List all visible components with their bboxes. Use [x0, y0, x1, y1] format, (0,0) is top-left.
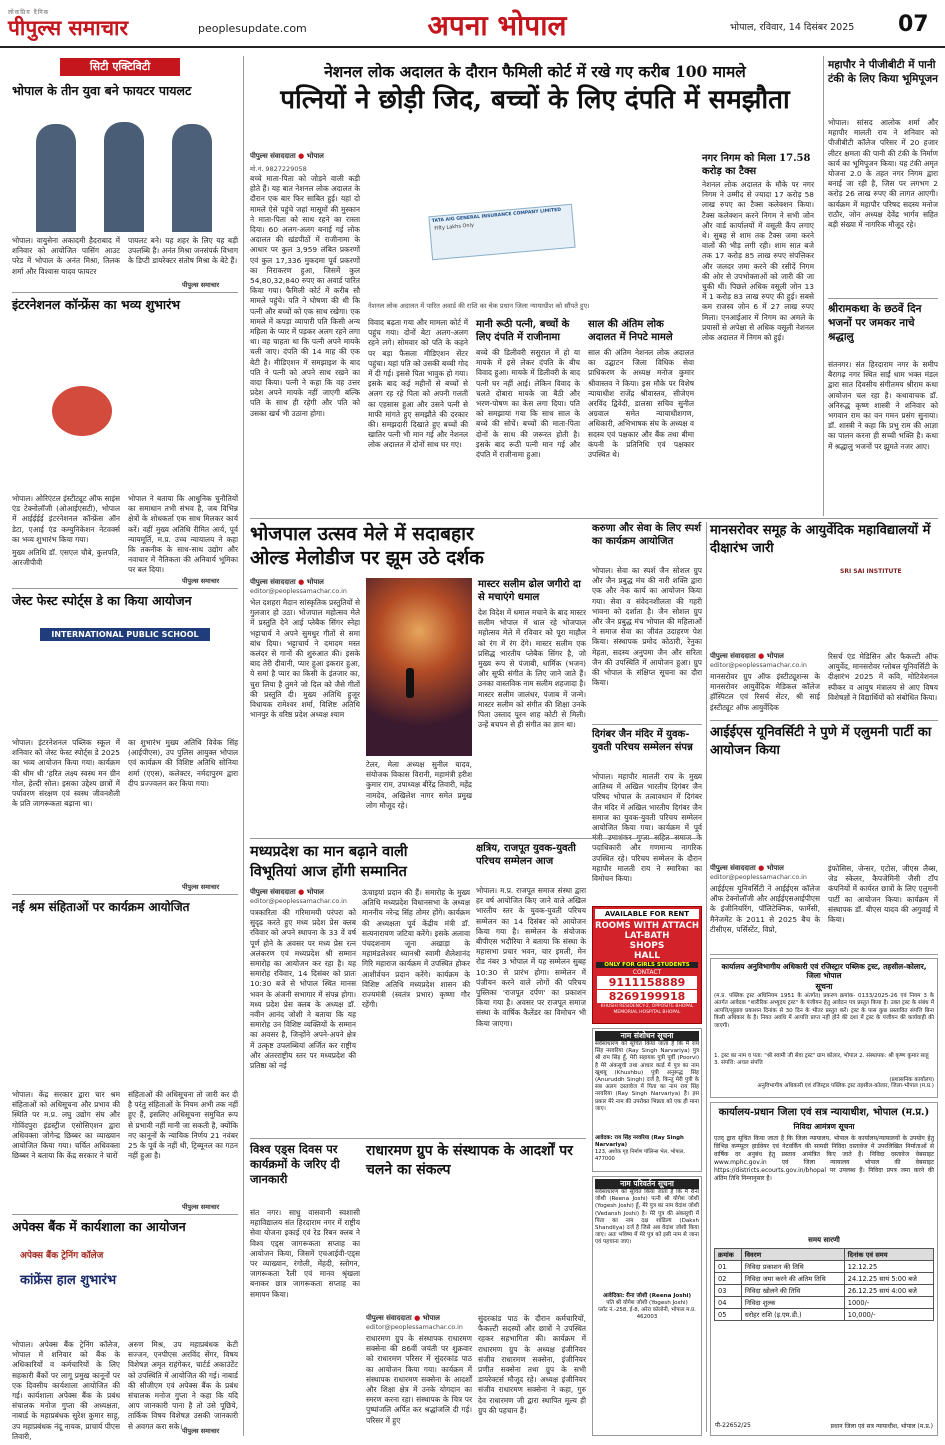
mansarovar-banner: SRI SAI INSTITUTE	[840, 568, 902, 575]
utsav-photo-caption: टेलर, मेला अध्यक्ष सुनील यादव, संयोजक विकास विरानी, महामंत्री हरीश कुमार राम, उपाध्यक्ष बीरेंद्र तिवारी, महेंद्र नामदेव, अखिलेश नागर समेत प्रमुख लोग मौजूद रहे।	[366, 760, 472, 810]
trust-notice	[710, 958, 938, 1098]
divider	[12, 292, 238, 293]
vibhuti-story	[250, 842, 470, 1134]
section-rule	[250, 518, 938, 519]
schedule-cell: 03	[715, 1285, 742, 1297]
rent-ad-phone-2[interactable]: 8269199918	[597, 990, 697, 1003]
name-notice-1-text: सर्वसाधारण को सूचित किया जाता है कि मैं राय सिंह नरवरिया (Ray Singh Narvariya) पुत्र श्री राम सिंह हूँ, मेरी सहायक पुत्री पूर्वी (Poorvi) है मेरे अंकसूची तथा आधार कार्ड में पुत्र का नाम खुशबू (Khushbu) पुत्री अनुरूद्ध सिंह (Anuruddh Singh) दर्ज है, किन्तु मेरी पुत्री के सब अलग दस्तावेज में पिता का नाम राय सिंह नरवरिया (Ray Singh Narvariya) है। इस प्रकार मेरे नाम की उपरोक्त भिन्नता को एक ही माना जाए।	[595, 1041, 699, 1112]
name-notice-1-addr: 123, अशोक गृह निर्माण पॉलिन्स भेल, भोपाल, 477000	[595, 1149, 685, 1162]
divider	[12, 588, 238, 589]
story-sports-title: जेस्ट फेस्ट स्पोर्ट्स डे का किया आयोजन	[12, 593, 192, 608]
city-activity-tag: सिटी एक्टिविटी	[60, 58, 180, 76]
rent-ad-phone-1[interactable]: 9111158889	[597, 976, 697, 989]
digambar-text: भोपाल। महापौर मालती राय के मुख्य आतिथ्य में अखिल भारतीय दिगंबर जैन परिषद भोपाल के तत्वावधान में दिगंबर जैन मंदिर में अखिल भारतीय दिगंबर जैन समाज का युवक-युवती परिचय सम्मेलन आयोजित किया गया। कार्यक्रम में पूर्व पदाधिकारी और गणमान्य नागरिक उपस्थित रहे। परिचय सम्मेलन के दौरान महापौर मालती राय ने स्मारिका का विमोचन किया।	[592, 772, 702, 884]
byline-dot-icon: ●	[298, 888, 305, 896]
rent-ad-address: KHUSHI RESIDENCY-2, OPPOSITE BHOPAL MEMORIAL HOSPITAL BHOPAL	[600, 1004, 694, 1015]
story-labour-credit: पीपुल्स समाचार	[182, 1203, 220, 1211]
name-notice-1	[592, 1028, 702, 1172]
story-conference-text-b: भोपाल ने बताया कि आधुनिक चुनौतियों का समाधान तभी संभव है, जब विभिन्न क्षेत्रों के शोधकर्ता एक साथ मिलकर कार्य करें। वहीं मुख्य अतिथि रीमित आर्य, पूर्व न्यायमूर्ति, म.प्र. उच्च न्यायालय ने कहा कि तकनीक के साथ-साथ उद्योग और नवाचार में नैतिकता की अनिवार्य भूमिका पर बल दिया।	[128, 494, 238, 575]
story-apex-credit: पीपुल्स समाचार	[182, 1427, 220, 1435]
column-rule	[243, 56, 244, 1436]
karuna-title: करुणा और सेवा के लिए स्पर्श का कार्यक्रम आयोजित	[592, 523, 702, 547]
rent-ad-l5: ONLY FOR GIRLS STUDENTS	[596, 962, 698, 968]
ies-byline-place: भोपाल	[766, 864, 784, 872]
schedule-col-detail: विवरण	[741, 1249, 844, 1261]
schedule-cell: 1000/-	[844, 1297, 933, 1309]
divider	[592, 724, 702, 725]
vibhuti-byline	[250, 888, 362, 897]
brand-logo	[8, 8, 188, 42]
lead-byline	[250, 152, 360, 161]
utsav-text: भेल दशहरा मैदान सांस्कृतिक प्रस्तुतियों से गुलजार हो उठा। भोजपाल महोत्सव मेले में प्रस्तुति देने आई प्लेबैक सिंगर स्नेहा भट्टाचार्य ने अपने सुमधुर गीतों से समा बांध दिया। भट्टाचार्य ने दमादम मस्त कलंदर से गानों की शुरुआत की। इसके बाद तेरी दीवानी, प्यार हुआ इकरार हुआ, ये समां है प्यार का किसी के इंतजार का, चुरा लिया है तुमने जो दिल को जैसे गीतों की प्रस्तुति दी। मुख्य अतिथि हुजूर विधायक रामेश्वर शर्मा, विशिष्ट अतिथि भानपुर के वरिष्ठ प्रदेश अध्यक्ष श्याम	[250, 598, 361, 720]
court-tender-text: एतद् द्वारा सूचित किया जाता है कि जिला न्यायालय, भोपाल के कार्यालय/न्यायालयों के उपयोग हेतु विभिन्न कम्प्यूटर हार्डवेयर एवं नेटवर्किंग की सामग्री निविदा दस्तावेज में उपरलिखित निर्माताओं से वार्षिक दर अनुबंध हेतु प्रस्ताव आमंत्रित किए जाते हैं। निविदा दस्तावेज वेबसाइट www.mphc.gov.in एवं जिला न्यायालय भोपाल की वेबसाइट https://districts.ecourts.gov.in/bhopal पर उपलब्ध हैं। निविदा प्रपत्र जमा करने की अंतिम तिथि निम्नानुसार है।	[714, 1135, 934, 1182]
cheque-company: TATA AIG GENERAL INSURANCE COMPANY LIMITED	[431, 207, 562, 225]
utsav-headline-2: ओल्ड मेलोडीज पर झूम उठे दर्शक	[250, 547, 484, 569]
table-row	[715, 1285, 934, 1297]
rent-ad-l4: HALL	[634, 951, 660, 961]
vibhuti-byline-place: भोपाल	[306, 888, 324, 896]
lead-mobile: मो.नं. 9827229058	[250, 165, 307, 173]
vibhuti-col1: पत्रकारिता की गरिमामयी परंपरा को सुदृढ़ करते हुए मध्य प्रदेश प्रेस क्लब रविवार को अपने स्थापना के 33 वें वर्ष पूर्ण होने के अवसर पर मध्य प्रेस रत्न अलंकरण एवं मध्यप्रदेश श्री सम्मान समारोह का आयोजन कर रहा है। यह समारोह रविवार, 14 दिसंबर को प्रातः 10:30 बजे से भोपाल स्थित मानस भवन के अंजनी सभागार में संपन्न होगा। मध्य प्रदेश प्रेस क्लब के अध्यक्ष डॉ. नवीन आनंद जोशी ने बताया कि यह समारोह उन विशिष्ट व्यक्तियों के सम्मान का अवसर है, जिन्होंने अपने-अपने क्षेत्र में उत्कृष्ट उपलब्धियां अर्जित कर राष्ट्रीय और अंतरराष्ट्रीय स्तर पर मध्यप्रदेश की प्रतिष्ठा को नई	[250, 908, 356, 1071]
story-apex-title: अपेक्स बैंक में कार्यशाला का आयोजन	[12, 1219, 186, 1234]
schedule-col-date: दिनांक एवं समय	[844, 1249, 933, 1261]
lead-col1: बच्चे माता-पिता को जोड़ने वाली कड़ी होते हैं। यह बात नेशनल लोक अदालत के दौरान एक बार फिर साबित हुई। यहां दो मामले ऐसे पहुंचे जहां मासूमों की मुस्कान ने माता-पिता को साथ रहने का रास्ता दिया। 60 अलग-अलग बनाई गई लोक अदालत की खंडपीठों में राजीनामा के आधार पर कुल 3,959 लंबित प्रकरणों एवं कुल 17,336 मुकदमा पूर्व प्रकरणों का निराकरण हुआ, जिसमें कुल 54,80,32,840 रुपए का अवार्ड पारित किया गया। फैमिली कोर्ट में करीब सौ मामले पहुंचे। पति ने घोषणा की थी कि पत्नी और बच्चों को एक साथ रखेगा। एक मामले में कपड़ा व्यापारी पति किसी अन्य महिला के प्यार में पड़कर अलग रहने लगा था। वह चाहता था कि पत्नी अपने मायके चली जाए। दंपति की 14 माह की एक बेटी है। मीडिएशन में समझाइश के बाद पति ने पत्नी को अपने साथ रखने का वादा किया। पत्नी ने कहा कि वह उत्तर प्रदेश अपने मायके नहीं जाएगी बल्कि पति के साथ ही रहेगी और पति को उसका खर्च भी उठाना होगा।	[250, 174, 360, 418]
story-pilots-text-b: पायलट बने। यह शहर के लिए यह बड़ी उपलब्धि है। अनंत मिश्रा जनसंपर्क विभाग के डिप्टी डायरेक्टर संतोष मिश्रा के बेटे हैं।	[128, 236, 238, 266]
schedule-cell: निविदा जमा करने की अंतिम तिथि	[741, 1273, 844, 1285]
schedule-cell: 10,000/-	[844, 1309, 933, 1321]
story-pilots-text-a: भोपाल। वायुसेना अकादमी हैदराबाद में शनिवार को आयोजित पासिंग आउट परेड में भोपाल के अनंत मिश्रा, तिलक शर्मा और विश्वास यादव फायटर	[12, 236, 120, 276]
court-tender-title: कार्यालय-प्रधान जिला एवं सत्र न्यायाधीश, भोपाल (म.प्र.)	[718, 1107, 930, 1118]
ies-photo	[710, 764, 938, 860]
ramkatha-text: संतनगर। संत हिरदाराम नगर के समीप बैरागढ़ नगर स्थित साईं धाम भक्त मंडल द्वारा सात दिवसीय संगीतमय श्रीराम कथा आयोजन चल रहा है। कथावाचक डॉ. अनिरुद्ध कृष्ण शास्त्री ने शनिवार को भगवान राम का वन गमन प्रसंग सुनाया। डॉ. शास्त्री ने कहा कि प्रभु राम की आज्ञा का पालन करना ही सच्ची भक्ति है। कथा में श्रद्धालु भजनों पर झूमते नजर आए।	[828, 360, 938, 451]
karuna-story	[592, 522, 702, 722]
vibhuti-col2: ऊंचाइयां प्रदान की हैं। समारोह के मुख्य अतिथि मध्यप्रदेश विधानसभा के अध्यक्ष माननीय नरेन्द्र सिंह तोमर होंगे। कार्यक्रम की अध्यक्षता पूर्व केंद्रीय मंत्री डॉ. सत्यनारायण जटिया करेंगे। इसके अलावा पंचदशनाम जूना अखाड़ा के महामंडलेश्वर ध्यानश्री स्वामी शैलेशानंद गिरि महाराज कार्यक्रम में उपस्थित होकर आशीर्वचन प्रदान करेंगे। कार्यक्रम के विशिष्ट अतिथि मध्यप्रदेश शासन की राज्यमंत्री (स्वतंत्र प्रभार) कृष्णा गौर रहेंगी।	[362, 888, 470, 1010]
column-rule	[706, 522, 707, 1432]
section-rule	[250, 1138, 586, 1139]
radharaman-text-a: राधारमण ग्रुप के संस्थापक राधारमण सक्सेना की 86वीं जयंती पर शुक्रवार को राधारमण परिसर में सुंदरकांड पाठ का आयोजन किया गया। कार्यक्रम में संस्थापक राधारमण सक्सेना के आदर्शों और शिक्षा क्षेत्र में उनके योगदान का स्मरण करना रहा। संस्थापक के चित्र पर पुष्पांजलि अर्पित कर श्रद्धांजलि दी गई। परिसर में हुए	[366, 1334, 472, 1425]
divider	[710, 720, 938, 721]
name-notice-1-title: नाम संशोधन सूचना	[595, 1031, 699, 1041]
name-notice-1-sign: आवेदक: राय सिंह नरवरिया (Ray Singh Narvariya)	[595, 1135, 684, 1148]
ies-byline-name: पीपुल्स संवाददाता	[710, 864, 756, 872]
name-notice-2-sign-2: पति श्री योगेश जोशी (Yogesh Joshi)	[606, 1300, 688, 1307]
utsav-byline-name: पीपुल्स संवाददाता	[250, 578, 296, 586]
radharaman-banner: सुंदरकांड पाठ	[426, 1203, 481, 1216]
cheque-shape	[428, 204, 575, 260]
trust-notice-text: (म.प्र. पब्लिक ट्रस्ट अधिनियम 1951 के अंतर्गत) प्रकरण क्रमांक- 0133/2025-26 एवं नियम 3 के अंतर्गत आवेदक "शारीरिक अभ्युदय ट्रस्ट" के पंजीयन हेतु आवेदन पत्र प्रस्तुत किया है। उक्त ट्रस्ट के संबंध में आपत्ति/सुझाव प्रकाशन दिनांक से 30 दिन के भीतर प्रस्तुत करें। ट्रस्ट के पास कुछ प्रस्तावित संपत्ति बिना किसी अधिकार के है। नियत अवधि में आपत्ति प्राप्त नहीं होने की दशा में ट्रस्ट के पंजीयन की कार्यवाही की जाएगी।	[714, 993, 934, 1029]
story-labour-text-b: संहिताओं की अधिसूचना तो जारी कर दी है परंतु संहिताओं के नियम अभी तक नहीं हुए हैं, इसलिए अधिसूचना समुचित रूप से प्रभावी नहीं मानी जा सकती है, क्योंकि नए कानूनों के न्यायिक निर्णय 21 नवंबर 25 के पूर्व के नहीं थी, ट्रिब्यूनल का गठन नहीं हुआ है।	[128, 1090, 238, 1161]
ies-text-b: इंफोसिस, जेन्सर, एटोस, जीएस लैब्स, जेड स्केलर, कैपजेमिनी जैसी टॉप कंपनियों में कार्यरत छात्रों के लिए एलुमनी पार्टी का आयोजन किया। कार्यक्रम में संस्थापक डॉ. बीएस यादव की अगुवाई में किया।	[828, 864, 938, 925]
name-notice-2-sign: आवेदिका: रीना जोशी (Reena Joshi)	[602, 1293, 692, 1299]
brand-name: पीपुल्स समाचार	[8, 15, 129, 40]
lead-byline-place: भोपाल	[306, 152, 324, 160]
radharaman-email[interactable]: editor@peoplessamachar.co.in	[366, 1324, 463, 1331]
name-notice-2-addr: प्लॉट नं.-258, ई-8, अरेरा कॉलोनी, भोपाल म.प्र. 462003	[598, 1307, 696, 1321]
trust-notice-items: 1. ट्रस्ट का नाम व पता: "श्री स्वामी जी सेवा ट्रस्ट" ग्राम कोलार, भोपाल 2. संस्थापक: श्री कृष्ण कुमार साहू 3. संपत्ति: अचल संपत्ति	[714, 1053, 929, 1067]
schedule-cell: 12.12.25	[844, 1261, 933, 1273]
byline-dot-icon: ●	[758, 652, 765, 660]
story-conference-credit: पीपुल्स समाचार	[182, 577, 220, 585]
schedule-cell: निविदा खोलने की तिथि	[741, 1285, 844, 1297]
schedule-cell: 26.12.25 सायं 4:00 बजे	[844, 1285, 933, 1297]
lead-sub2-text: साल की अंतिम नेशनल लोक अदालत का उद्घाटन जिला विधिक सेवा प्राधिकरण के अध्यक्ष मनोज कुमार श्रीवास्तव ने किया। इस मौके पर विशेष न्यायाधीश राजेंद्र श्रीवास्तव, सीजेएम अरविंद द्विवेदी, डालसा सचिव सुनील अग्रवाल समेत न्यायाधीशगण, अधिकारी, अभिभाषक संघ के अध्यक्ष व सदस्य एवं पक्षकार और बैंक तथा बीमा कंपनी के प्रतिनिधि एवं पक्षकार उपस्थित थे।	[588, 348, 694, 460]
brand-tag: लोकप्रिय दैनिक	[8, 9, 50, 16]
story-apex-text-a: भोपाल। अपेक्स बैंक ट्रेनिंग कॉलेज, भोपाल में शनिवार को बैंक के अधिकारियों व कर्मचारियों के लिए सहकारी बैंकों पर लागू प्रमुख कानूनों पर एक दिवसीय कार्यशाला आयोजित की गई। कार्यशाला अपेक्स बैंक के प्रबंध संचालक मनोज गुप्ता की अध्यक्षता, नाबार्ड के महाप्रबंधक सुरेश कुमार साहू, उप महाप्रबंधक नंदू नायक, प्राचार्य पीएस तिवारी,	[12, 1340, 120, 1441]
rent-ad-l1: AVAILABLE FOR RENT	[595, 909, 699, 919]
lead-kicker: नेशनल लोक अदालत के दौरान फैमिली कोर्ट में रखे गए करीब 100 मामले	[324, 62, 746, 81]
page-number: 07	[898, 12, 929, 37]
lead-sub2-title: साल की अंतिम लोक अदालत में निपटे मामले	[588, 319, 673, 343]
table-row	[715, 1273, 934, 1285]
rent-ad-contact: CONTACT	[632, 969, 662, 976]
name-notice-2	[592, 1176, 702, 1436]
radharaman-story	[366, 1142, 586, 1436]
divider	[710, 954, 938, 955]
story-conference-text-a: भोपाल। ओरिएंटल इंस्टीट्यूट ऑफ साइंस एंड टेक्नोलॉजी (ओआईएसटी), भोपाल में आईईईई इंटरनेशनल कॉन्फ्रेंस ऑन डेटा, एआई एंड कम्युनिकेशन नेटवर्क्स का भव्य शुभारंभ किया गया।	[12, 494, 120, 544]
pilot-figure-1	[36, 124, 76, 232]
cheque-amount: Fifty Lakhs Only	[434, 222, 475, 232]
vibhuti-headline-1: मध्यप्रदेश का मान बढ़ाने वाली	[250, 843, 408, 860]
story-apex-text-b: अरुण मिश्र, उप महाप्रबंधक केटी सज्जन, एनपीएस अरविंद सेंगर, विषय विशेषज्ञ अमृत राहंगेकर, चार्टर्ड अकाउंटेंट को उपस्थिति में आयोजित की गई। नाबार्ड की सीजीएम एवं अपेक्स बैंक के प्रबंध संचालक मनोज गुप्ता ने कहा कि यदि आप जानकारी पाना है तो उसे पूछिये, तार्किक विषय विशेषज्ञ उसकी जानकारी से अवगत करा सके।	[128, 1340, 238, 1431]
trust-notice-title: कार्यालय अनुविभागीय अधिकारी एवं रजिस्ट्रार पब्लिक ट्रस्ट, तहसील-कोलार, जिला भोपाल	[721, 962, 927, 980]
radharaman-byline-name: पीपुल्स संवाददाता	[366, 1314, 412, 1322]
story-pilots-title: भोपाल के तीन युवा बने फायटर पायलट	[12, 83, 192, 98]
schedule-table	[714, 1248, 934, 1321]
trust-notice-sign: (प्रशासनिक कार्यालय)	[889, 1077, 934, 1083]
ies-text-a: आईईएस यूनिवर्सिटी ने आईईएस कॉलेज ऑफ टेक्नोलॉजी और आईईएसआईपीएस के इंजीनियरिंग, पॉलिटेक्निक, फार्मेसी, मैनेजमेंट के 2011 से 2025 बैच के टीसीएस, पर्सिस्टेंट, विप्रो,	[710, 884, 820, 934]
apex-banner-2: कांफ्रेंस हाल शुभारंभ	[20, 1273, 117, 1288]
schedule-header-row	[715, 1249, 934, 1261]
schedule-cell: 02	[715, 1273, 742, 1285]
kshatriya-text: भोपाल। म.प्र. राजपूत समाज संस्था द्वारा हर वर्ष आयोजित किए जाने वाले अखिल भारतीय स्तर के युवक-युवती परिचय सम्मेलन का 14 दिसंबर को आयोजन किया गया है। सम्मेलन के संयोजक बीपीएस भदौरिया ने बताया कि संस्था के महासभा प्रचार भवन, चार इमली, मेन रोड नंबर 3 भोपाल में यह सम्मेलन सुबह 10:30 से प्रारंभ होगा। सम्मेलन में पंजीयन करने वाले लोगों की परिचय पुस्तिका 'राजपूत दर्पण' का प्रकाशन किया गया है। अवसर पर राजपूत समाज संस्था के वार्षिक कैलेंडर का विमोचन भी किया जाएगा।	[476, 886, 586, 1028]
radharaman-byline	[366, 1314, 478, 1323]
mansarovar-story	[710, 522, 938, 718]
rent-ad	[592, 906, 702, 1024]
digambar-story	[592, 728, 702, 902]
byline-dot-icon: ●	[758, 864, 765, 872]
story-sports-credit: पीपुल्स समाचार	[182, 883, 220, 891]
dateline: भोपाल, रविवार, 14 दिसंबर 2025	[730, 22, 855, 33]
section-title: अपना भोपाल	[427, 9, 567, 42]
ies-story	[710, 724, 938, 952]
schedule-col-number: क्रमांक	[715, 1249, 742, 1261]
kshatriya-title: क्षत्रिय, राजपूत युवक-युवती परिचय सम्मेलन आज	[476, 843, 576, 867]
pilot-figure-2	[104, 122, 144, 232]
saleem-text: देश विदेश में धमाल मचाने के बाद मास्टर सलीम भोपाल में धाल रहे भोजपाल महोत्सव मेले में रविवार को पूरा माहौल को रंग में रंग देंगे। मास्टर सलीम एक प्रसिद्ध भारतीय प्लेबैक सिंगर है, जो मुख्य रूप से पंजाबी, धार्मिक (भजन) और सूफी संगीत के लिए जाने जाते हैं। उनका वास्तविक नाम सलीम शहजादा है। मास्टर सलीम जालंधर, पंजाब में जन्मे। मास्टर सलीम को संगीत की शिक्षा उनके पिता उस्ताद पूरन शाह कोटी से मिली। उन्हें बचपन से ही संगीत का ज्ञान था।	[478, 608, 586, 730]
schedule-cell: 01	[715, 1261, 742, 1273]
mayor-text: भोपाल। सांसद आलोक शर्मा और महापौर मालती राय ने शनिवार को पीजीबीटी कॉलेज परिसर में 20 हजार लीटर क्षमता की पानी की टंकी के निर्माण कार्य का भूमिपूजन किया। यह टंकी अमृत योजना 2.0 के तहत नगर निगम द्वारा बनाई जा रही है, जिस पर लगभग 2 करोड़ 26 लाख रुपए की लागत आएगी। कार्यक्रम में महापौर परिषद सदस्य मनोज राठौर, जोन अध्यक्ष देवेंद्र भार्गव सहित बड़ी संख्या में नागरिक मौजूद रहे।	[828, 118, 938, 230]
ies-title: आईईएस यूनिवर्सिटी ने पुणे में एलुमनी पार्टी का आयोजन किया	[710, 725, 932, 758]
column-rule	[823, 56, 824, 516]
schedule-cell: 24.12.25 सायं 5:00 बजे	[844, 1273, 933, 1285]
bouquet-shape	[52, 386, 112, 436]
schedule-cell: 05	[715, 1309, 742, 1321]
utsav-story	[250, 522, 586, 834]
lead-sub1-text: बच्चे की डिलीवरी ससुराल में हो या मायके में इसे लेकर दंपति के बीच विवाद हुआ। मायके में डिलीवरी के बाद पत्नी घर नहीं आई। लेकिन विवाद के चलते दोबारा मायके जा बैठी और भरण-पोषण का केस लगा दिया। पति को समझाया गया कि साथ साल के बच्चे की सोचें। बच्चों की माता-पिता दोनों के साथ की जरूरत होती है। इसके बाद रूठी पत्नी मान गई और दंपति में राजीनामा हुआ।	[476, 348, 580, 460]
website[interactable]: peoplesupdate.com	[198, 22, 307, 35]
divider	[12, 894, 238, 895]
story-conference-text-a2: मुख्य अतिथि डॉ. एसएल चौबे, कुलपति, आरजीपीवी	[12, 548, 120, 568]
lead-photo-caption: नेशनल लोक अदालत में पारित अवार्ड की राशि का चेक प्रधान जिला न्यायाधीश को सौंपते हुए।	[368, 302, 590, 310]
lead-photo	[368, 152, 650, 300]
mayor-title: महापौर ने पीजीबीटी में पानी टंकी के लिए किया भूमिपूजन	[828, 59, 938, 85]
byline-dot-icon: ●	[414, 1314, 421, 1322]
mansarovar-photo	[710, 562, 938, 648]
court-tender-foot: पी-22652/25	[715, 1422, 751, 1429]
story-labour-text-a: भोपाल। केंद्र सरकार द्वारा चार श्रम संहिताओं को अधिसूचना और प्रभाव की स्थिति पर म.प्र. लघु उद्योग संघ और गोविंदपुरा इंडस्ट्रीज एसोसिएशन द्वारा अधिवक्ता जोगेन्द्र छिब्बर का व्याख्यान आयोजित किया गया। चर्चित अधिवक्ता छिब्बर ने बताया कि केंद्र सरकार ने चारों	[12, 1090, 120, 1161]
mansarovar-text-b: रिसर्च एंड मेडिसिन और फैकल्टी ऑफ आयुर्वेद, मानसरोवर ग्लोबल यूनिवर्सिटी के दीक्षारंभ 2025 में कवि, मोटिवेशनल स्पीकर व आयुष मंत्रालय से आए विषय विशेषज्ञों ने विद्यार्थियों को संबोधित किया।	[828, 652, 938, 702]
tax-text: नेशनल लोक अदालत के मौके पर नगर निगम ने उम्मीद से ज्यादा 17 करोड़ 58 लाख रुपए का टैक्स कलेक्शन किया। टैक्स कलेक्शन करने निगम ने सभी जोन और वार्ड कार्यालयों में वसूली कैंप लगाए थे। सुबह से शाम तक टैक्स जमा करने वालों की भीड़ लगी रही। शाम सात बजे तक 17 करोड़ 85 लाख रुपए संपत्तिकर और जलदर जमा करने की रसीदें निगम की ओर से उपभोक्ताओं को जारी की जा चुकी थीं। पिछले अधिक वसूली जोन 13 में 1 करोड़ 83 लाख रुपए की हुई। सबसे कम राजस्व जोन 6 में 27 लाख रुपए मिला। एनआईआर में निगम का अमले के प्रयासों से अपेक्षा से अधिक वसूली नेशनल लोक अदालत में निगम को हुई।	[702, 180, 814, 343]
radharaman-byline-place: भोपाल	[422, 1314, 440, 1322]
utsav-headline-1: भोजपाल उत्सव मेले में सदाबहार	[250, 523, 474, 545]
schedule-title: समय सारणी	[808, 1236, 840, 1244]
schedule-cell: 04	[715, 1297, 742, 1309]
court-tender-sub: निविदा आमंत्रण सूचना	[793, 1122, 855, 1131]
karuna-text: भोपाल। सेवा का स्पर्श जैन सोशल ग्रुप और जैन प्रबुद्ध मंच की नारी शक्ति द्वारा एक और नेक कार्य का आयोजन किया गया। सेवा व संवेदनशीलता की गहरी भावना को दर्शाता है। जैन सोशल ग्रुप और जैन प्रबुद्ध मंच भोपाल की महिलाओं ने समाज सेवा का जीवंत उदाहरण पेश किया। संस्थापक प्रमोद कोठारी, रेनुका मेहता, सदस्य अनुपमा जैन और सरिता जैन की उपस्थिति में आयोजन हुआ। ग्रुप की भोपाल के संक्षिप्त सूचना का दौरा किया।	[592, 566, 702, 688]
digambar-title: दिगंबर जैन मंदिर में युवक-युवती परिचय सम्मेलन संपन्न	[592, 729, 693, 753]
mansarovar-byline	[710, 652, 822, 661]
mansarovar-text-a: मानसरोवर ग्रुप ऑफ इंस्टीट्यूशन्स के मानसरोवर आयुर्वेदिक मेडिकल कॉलेज हॉस्पिटल एवं रिसर्च सेंटर, श्री साई इंस्टीट्यूट ऑफ आयुर्वेदिक	[710, 672, 820, 712]
ramkatha-title: श्रीरामकथा के छठवें दिन भजनों पर जमकर नाचे श्रद्धालु	[828, 303, 922, 343]
byline-dot-icon: ●	[298, 578, 305, 586]
name-notice-2-text: सर्वसाधारण को सूचित किया जाता है कि मैं रीना जोशी (Reena Joshi) पत्नी श्री योगेश जोशी (Yogesh Joshi) हूँ, मेरे पुत्र का नाम वेदांश जोशी (Vedansh Joshi) है। मेरे पुत्र की अंकसूची में पिता का नाम दक्ष शांडिल्य (Daksh Shandilya) दर्ज है जिसे अब वेदांश जोशी किया जाए। अतः भविष्य में मेरे पुत्र को इसी नाम से जाना एवं पहचाना जाए।	[595, 1189, 699, 1246]
conference-photo	[12, 316, 238, 490]
byline-dot-icon: ●	[298, 152, 305, 160]
court-tender-sign: प्रधान जिला एवं सत्र न्यायाधीश, भोपाल (म.प्र.)	[830, 1423, 933, 1430]
trust-notice-sign-2: अनुविभागीय अधिकारी एवं रजिस्ट्रार पब्लिक ट्रस्ट तहसील-कोलार, जिला-भोपाल (म.प्र.)	[757, 1083, 934, 1089]
tax-title: नगर निगम को मिला 17.58 करोड़ का टैक्स	[702, 153, 811, 177]
left-column	[12, 56, 238, 1441]
sports-photo	[12, 614, 238, 734]
mansarovar-byline-name: पीपुल्स संवाददाता	[710, 652, 756, 660]
apex-banner: अपेक्स बैंक ट्रेनिंग कॉलेज	[20, 1251, 104, 1261]
story-sports-text-b: का शुभारंभ मुख्य अतिथि विवेक सिंह (आईपीएस), उप पुलिस आयुक्त भोपाल एवं कार्यक्रम की विशिष्ट अतिथि सोनिया शर्मा (एएस), कलेक्टर, नर्मदापुरम द्वारा दीप प्रज्ज्वलन कर किया गया।	[128, 738, 238, 788]
utsav-email[interactable]: editor@peoplessamachar.co.in	[250, 588, 347, 595]
lead-sub1-title: मानी रूठी पत्नी, बच्चों के लिए दंपति में राजीनामा	[476, 319, 570, 343]
schedule-cell: निविदा प्रकाशन की तिथि	[741, 1261, 844, 1273]
labour-photo	[12, 918, 238, 1086]
table-row	[715, 1297, 934, 1309]
lead-headline: पत्नियों ने छोड़ी जिद, बच्चों के लिए दंपति में समझौता	[280, 85, 790, 115]
aids-text: संत नगर। साधु वासवानी स्वशासी महाविद्यालय संत हिरदाराम नगर में राष्ट्रीय सेवा योजना इकाई एवं रेड रिबन क्लब ने विश्व एड्स जागरूकता सप्ताह का आयोजन किया, जिसमें एचआईवी-एड्स पर व्याख्यान, रंगोली, मेंहदी, स्लोगन, जागरूकता रैली एवं मानव श्रृंखला बनाकर छात्र जागरूकता सप्ताह का समापन किया।	[250, 1208, 360, 1299]
story-conference-title: इंटरनेशनल कॉन्फ्रेंस का भव्य शुभारंभ	[12, 297, 180, 312]
table-row	[715, 1261, 934, 1273]
mansarovar-title: मानसरोवर समूह के आयुर्वेदिक महाविद्यालयों में दीक्षारंभ जारी	[710, 523, 931, 556]
lead-story	[250, 56, 820, 516]
name-notice-2-title: नाम परिवर्तन सूचना	[595, 1179, 699, 1189]
apex-photo	[12, 1240, 238, 1336]
rent-ad-l2: ROOMS WITH ATTACH LAT-BATH	[595, 921, 699, 941]
vibhuti-email[interactable]: editor@peoplessamachar.co.in	[250, 898, 347, 905]
microphone-shape	[406, 668, 414, 698]
divider	[828, 298, 938, 299]
trust-notice-sub: सूचना	[815, 982, 833, 991]
pilots-photo	[12, 102, 238, 232]
story-labour-title: नई श्रम संहिताओं पर कार्यक्रम आयोजित	[12, 900, 190, 914]
radharaman-photo	[366, 1184, 586, 1310]
radharaman-title: राधारमण ग्रुप के संस्थापक के आदर्शों पर चलने का संकल्प	[366, 1143, 573, 1178]
lead-byline-name: पीपुल्स संवाददाता	[250, 152, 296, 160]
mansarovar-email[interactable]: editor@peoplessamachar.co.in	[710, 662, 807, 669]
table-row	[715, 1309, 934, 1321]
divider	[12, 1214, 238, 1215]
court-tender	[710, 1102, 938, 1436]
story-pilots-credit: पीपुल्स समाचार	[182, 281, 220, 289]
kshatriya-story	[476, 842, 586, 1134]
vibhuti-headline-2: विभूतियां आज होंगी सम्मानित	[250, 863, 407, 880]
saleem-title: मास्टर सलीम ढोल जगीरो दा से मचाएंगे धमाल	[478, 579, 581, 603]
ies-email[interactable]: editor@peoplessamachar.co.in	[710, 874, 807, 881]
utsav-byline	[250, 578, 362, 587]
lead-col2: विवाद बढ़ता गया और मामला कोर्ट में पहुंच गया। दोनों बेटा अलग-अलग रहने लगे। सोमवार को पति के कहने पर बड़ा फैसला मीडिएशन सेंटर पहुंचा। यहां पति को उसकी बच्ची गोद में दी गई। इससे पिता भावुक हो गया। इसके बाद कई महीनों से बच्चों से अलग रह रहे पिता को अपनी गलती का एहसास हुआ और उसने पत्नी से माफी मांगते हुए समझौते की दरकार की। समझदारी दिखाते हुए बच्चों की खातिर पत्नी भी मान गई और नेशनल लोक अदालत में दोनों साथ घर गए।	[368, 318, 468, 450]
sports-banner: INTERNATIONAL PUBLIC SCHOOL	[40, 628, 210, 641]
aids-story	[250, 1142, 360, 1436]
section-rule	[250, 838, 702, 839]
mansarovar-byline-place: भोपाल	[766, 652, 784, 660]
vibhuti-byline-name: पीपुल्स संवाददाता	[250, 888, 296, 896]
aids-title: विश्व एड्स दिवस पर कार्यक्रमों के जरिए दी जानकारी	[250, 1142, 340, 1186]
utsav-byline-place: भोपाल	[306, 578, 324, 586]
pilot-figure-3	[172, 124, 212, 232]
radharaman-text-b: सुंदरकांड पाठ के दौरान कर्मचारियों, फैकल्टी सदस्यों और छात्रों ने उपस्थित रहकर सहभागिता की। कार्यक्रम में राधारमण ग्रुप के अध्यक्ष इंजीनियर संजीव राधारमण सक्सेना, इंजीनियर प्रणीत सक्सेना तथा ग्रुप के सभी डायरेक्टर्स मौजूद रहे। अध्यक्ष इंजीनियर संजीव राधारमण सक्सेना ने कहा, गुरु देव राधारमण जी द्वारा स्थापित मूल्य ही ग्रुप की पहचान हैं।	[478, 1314, 586, 1415]
schedule-cell: धरोहर राशि (इ.एम.डी.)	[741, 1309, 844, 1321]
masthead	[0, 0, 945, 48]
story-sports-text-a: भोपाल। इंटरनेशनल पब्लिक स्कूल में शनिवार को जेस्ट फेस्ट स्पोर्ट्स डे 2025 का भव्य आयोजन किया गया। कार्यक्रम की थीम थी 'हरित लक्ष्य स्वस्थ मन ग्रीन गोल, हेल्दी सोल। इसका उद्देश्य छात्रों में पर्यावरण संरक्षण एवं स्वस्थ जीवनशैली के प्रति जागरूकता बढ़ाना था।	[12, 738, 120, 809]
right-top	[828, 56, 938, 516]
rent-ad-l3: SHOPS	[629, 941, 665, 951]
singer-photo	[366, 578, 472, 756]
ies-byline	[710, 864, 822, 873]
schedule-cell: निविदा शुल्क	[741, 1297, 844, 1309]
